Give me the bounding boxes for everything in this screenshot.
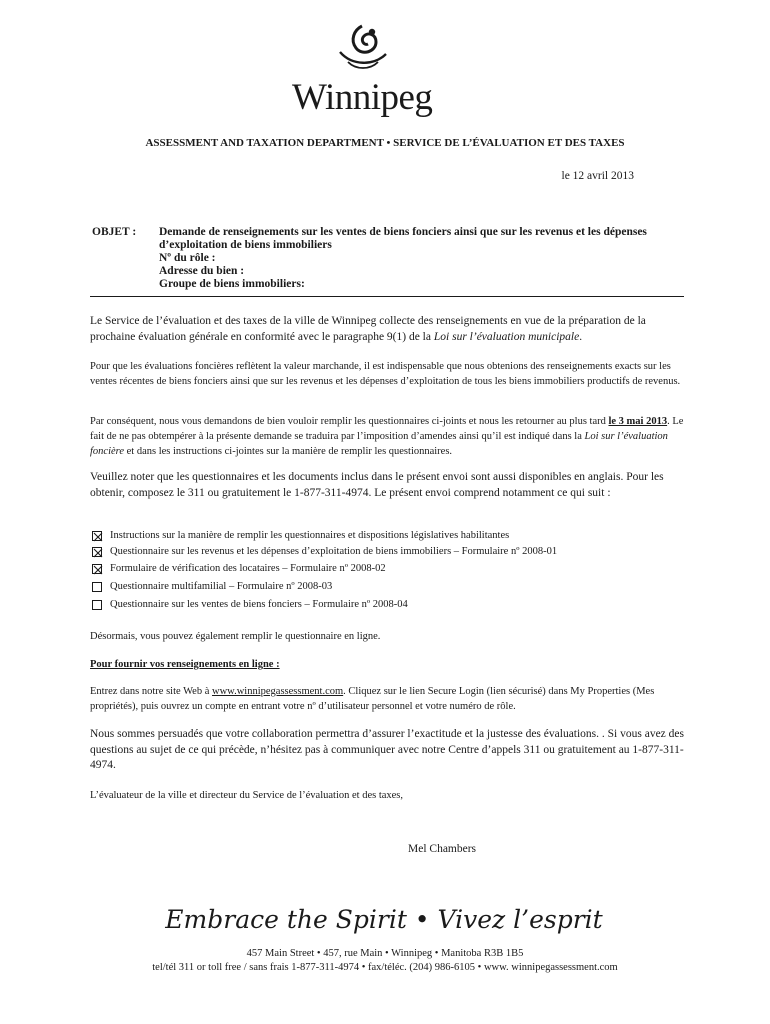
paragraph-3-text-c: et dans les instructions ci-jointes sur la manière de remplir les questionnaires. bbox=[124, 446, 453, 457]
paragraph-1-text: Le Service de l’évaluation et des taxes de la ville de Winnipeg collecte des renseignements en vue de la préparation de la prochaine évaluation générale en conformité avec le paragraphe 9(1) de la bbox=[90, 315, 646, 343]
motto-text: Embrace the Spirit • Vivez l’esprit bbox=[165, 905, 603, 934]
signatory-name: Mel Chambers bbox=[408, 843, 477, 855]
checkbox[interactable] bbox=[92, 564, 102, 574]
checkbox-x-icon bbox=[93, 532, 103, 542]
paragraph-1-end: . bbox=[579, 330, 583, 343]
deadline-date: le 3 mai 2013 bbox=[608, 416, 668, 427]
objet-label: OBJET : bbox=[92, 226, 137, 238]
checklist-label: Instructions sur la manière de remplir les questionnaires et dispositions législatives habilitantes bbox=[110, 530, 510, 542]
checklist-label: Formulaire de vérification des locataires – Formulaire nº 2008-02 bbox=[110, 563, 386, 575]
motto-script bbox=[165, 900, 603, 940]
website-link[interactable]: www.winnipegassessment.com bbox=[212, 686, 344, 697]
property-group-label: Groupe de biens immobiliers: bbox=[159, 278, 305, 290]
role-number-label: Nº du rôle : bbox=[159, 252, 216, 264]
checklist-label: Questionnaire sur les ventes de biens fonciers – Formulaire nº 2008-04 bbox=[110, 599, 408, 611]
checkbox[interactable] bbox=[92, 600, 102, 610]
paragraph-2: Pour que les évaluations foncières reflètent la valeur marchande, il est indispensable que nous obtenions des renseignements exacts sur les ventes récentes de biens fonciers ainsi que sur les revenus et les dépenses d’exploitation de tous les biens immobiliers productifs de revenus. bbox=[90, 361, 681, 387]
objet-details bbox=[159, 226, 684, 291]
footer-address: 457 Main Street • 457, rue Main • Winnipeg • Manitoba R3B 1B5 bbox=[246, 948, 524, 959]
logo-emblem-icon bbox=[292, 22, 432, 78]
checkbox[interactable] bbox=[92, 547, 102, 557]
law-reference-municipale: Loi sur l’évaluation municipale bbox=[433, 330, 580, 343]
paragraph-6-text-b: . Cliquez sur le lien Secure Login (lien sécurisé) dans My Properties (Mes propriétés), puis ouvrez un compte en entrant votre nº d’utilisateur personnel et votre numéro de rôle. bbox=[90, 686, 655, 712]
checklist-item[interactable] bbox=[92, 546, 557, 560]
paragraph-7: Nous sommes persuadés que votre collaboration permettra d’assurer l’exactitude et la justesse des évaluations. . Si vous avez des questions au sujet de ce qui précède, n’hésitez pas à communiquer avec notre Centre d’appels 311 ou gratuitement au 1-877-311-4974. bbox=[90, 728, 684, 771]
checklist-label: Questionnaire sur les revenus et les dépenses d’exploitation de biens immobiliers – Formulaire nº 2008-01 bbox=[110, 546, 558, 558]
online-heading: Pour fournir vos renseignements en ligne : bbox=[90, 659, 280, 670]
paragraph-6 bbox=[90, 684, 685, 714]
footer-contact: tel/tél 311 or toll free / sans frais 1-877-311-4974 • fax/téléc. (204) 986-6105 • www. winnipegassessment.com bbox=[152, 962, 618, 973]
objet-line-2: d’exploitation de biens immobiliers bbox=[159, 239, 332, 251]
checkbox-x-icon bbox=[93, 548, 103, 558]
checklist-item[interactable] bbox=[92, 530, 509, 544]
divider-line bbox=[90, 296, 684, 297]
winnipeg-logo bbox=[292, 22, 432, 120]
checklist-item[interactable] bbox=[92, 563, 386, 577]
paragraph-3 bbox=[90, 414, 685, 459]
property-address-label: Adresse du bien : bbox=[159, 265, 245, 277]
paragraph-4: Veuillez noter que les questionnaires et les documents inclus dans le présent envoi sont aussi disponibles en anglais. Pour les obtenir, composez le 311 ou gratuitement le 1-877-311-4974. Le présent envoi comprend notamment ce qui suit : bbox=[90, 471, 664, 499]
checkbox[interactable] bbox=[92, 582, 102, 592]
checklist-item[interactable] bbox=[92, 581, 332, 595]
paragraph-3-text-a: Par conséquent, nous vous demandons de bien vouloir remplir les questionnaires ci-joints et nous les retourner au plus tard bbox=[90, 416, 609, 427]
law-reference-fonciere: Loi sur l’évaluation foncière bbox=[90, 431, 668, 457]
motto-banner bbox=[165, 900, 603, 940]
paragraph-5: Désormais, vous pouvez également remplir le questionnaire en ligne. bbox=[90, 631, 381, 642]
department-header: ASSESSMENT AND TAXATION DEPARTMENT • SERVICE DE L’ÉVALUATION ET DES TAXES bbox=[145, 137, 625, 149]
paragraph-3-text-b: . Le fait de ne pas obtempérer à la présente demande se traduira par l’imposition d’amendes ainsi qu’il est indiqué dans la bbox=[90, 416, 684, 442]
checkbox[interactable] bbox=[92, 531, 102, 541]
checklist-label: Questionnaire multifamilial – Formulaire nº 2008-03 bbox=[110, 581, 333, 593]
paragraph-8: L’évaluateur de la ville et directeur du Service de l’évaluation et des taxes, bbox=[90, 790, 404, 801]
paragraph-1 bbox=[90, 314, 685, 345]
checklist-item[interactable] bbox=[92, 599, 408, 613]
paragraph-6-text-a: Entrez dans notre site Web à bbox=[90, 686, 213, 697]
logo-wordmark: Winnipeg bbox=[292, 77, 433, 118]
letter-date: le 12 avril 2013 bbox=[561, 170, 634, 182]
checkbox-x-icon bbox=[93, 565, 103, 575]
objet-line-1: Demande de renseignements sur les ventes de biens fonciers ainsi que sur les revenus et les dépenses bbox=[159, 226, 647, 238]
